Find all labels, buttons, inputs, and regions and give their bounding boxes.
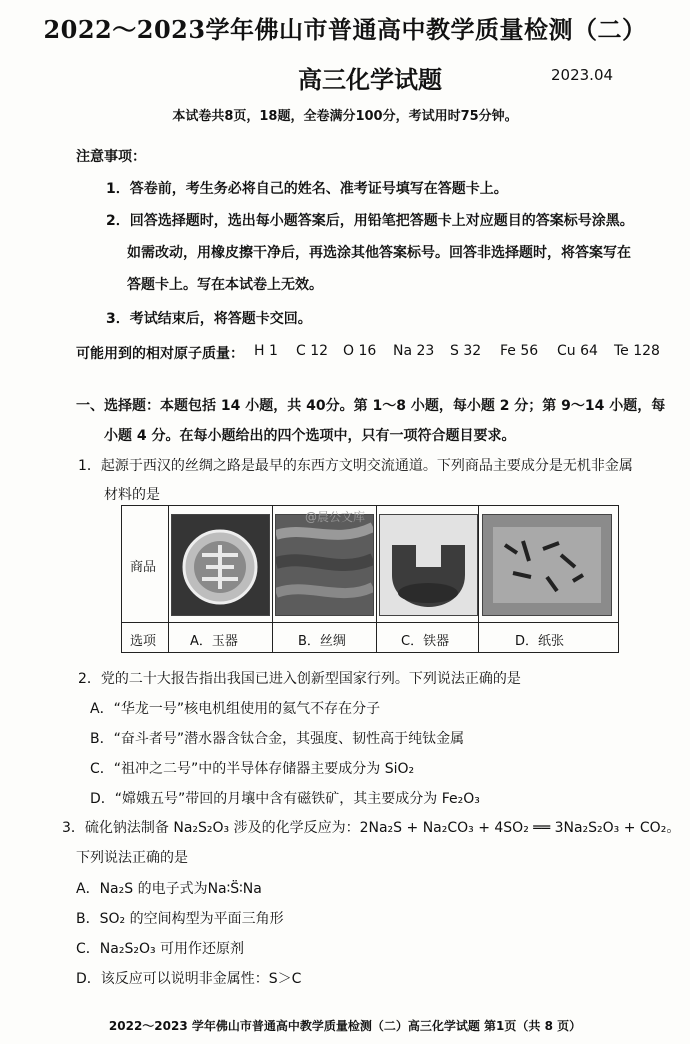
atomic-mass-s: S 32 (450, 343, 482, 359)
atomic-mass-fe: Fe 56 (500, 343, 539, 359)
question-2-stem: 2．党的二十大报告指出我国已进入创新型国家行列。下列说法正确的是 (78, 671, 521, 687)
silk-image (275, 514, 374, 616)
notice-item: 3．考试结束后，将答题卡交回。 (106, 311, 312, 327)
notice-item: 1．答卷前，考生务必将自己的姓名、准考证号填写在答题卡上。 (106, 181, 508, 197)
atomic-mass-na: Na 23 (393, 343, 435, 359)
section-instructions-cont: 小题 4 分。在每小题给出的四个选项中，只有一项符合题目要求。 (104, 428, 516, 444)
notice-item: 答题卡上。写在本试卷上无效。 (127, 277, 323, 293)
question-3-stem-cont: 下列说法正确的是 (76, 850, 188, 866)
atomic-mass-h: H 1 (254, 343, 278, 359)
q3-option-a: A．Na₂S 的电子式为Na∶S̈∶Na (76, 881, 262, 897)
row-label-goods: 商品 (130, 560, 157, 575)
option-c: C．铁器 (401, 634, 450, 649)
subject-title: 高三化学试题 (298, 65, 442, 94)
exam-title: 2022～2023学年佛山市普通高中教学质量检测（二） (43, 15, 647, 44)
option-d: D．纸张 (515, 634, 565, 649)
q2-option-b: B．“奋斗者号”潜水器含钛合金，其强度、韧性高于纯钛金属 (90, 731, 465, 747)
exam-info: 本试卷共8页，18题，全卷满分100分，考试用时75分钟。 (172, 109, 518, 124)
q2-option-c: C．“祖冲之二号”中的半导体存储器主要成分为 SiO₂ (90, 761, 415, 777)
jade-image (171, 514, 270, 616)
paper-image (482, 514, 612, 616)
row-label-options: 选项 (130, 634, 157, 649)
notice-item: 2．回答选择题时，选出每小题答案后，用铅笔把答题卡上对应题目的答案标号涂黑。 (106, 213, 634, 229)
option-b: B．丝绸 (298, 634, 346, 649)
watermark: @晨公文库 (305, 510, 366, 524)
atomic-mass-o: O 16 (343, 343, 377, 359)
q2-option-a: A．“华龙一号”核电机组使用的氦气不存在分子 (90, 701, 381, 717)
q2-option-d: D．“嫦娥五号”带回的月壤中含有磁铁矿，其主要成分为 Fe₂O₃ (90, 791, 480, 807)
goods-table (121, 505, 619, 653)
question-3-stem: 3．硫化钠法制备 Na₂S₂O₃ 涉及的化学反应为：2Na₂S + Na₂CO₃ + 4SO₂ ══ 3Na₂S₂O₃ + CO₂。 (62, 820, 681, 836)
section-instructions: 一、选择题：本题包括 14 小题，共 40分。第 1～8 小题，每小题 2 分；第 9～14 小题，每 (76, 398, 666, 414)
q3-option-c: C．Na₂S₂O₃ 可用作还原剂 (76, 941, 245, 957)
question-1-stem-cont: 材料的是 (104, 487, 160, 503)
ironware-image (379, 514, 478, 616)
atomic-mass-cu: Cu 64 (557, 343, 598, 359)
notice-heading: 注意事项： (76, 149, 146, 165)
exam-date: 2023.04 (551, 66, 614, 84)
notice-item: 如需改动，用橡皮擦干净后，再选涂其他答案标号。回答非选择题时，将答案写在 (127, 245, 631, 261)
option-a: A．玉器 (190, 634, 238, 649)
q3-option-d: D．该反应可以说明非金属性：S＞C (76, 971, 302, 987)
page-footer: 2022～2023 学年佛山市普通高中教学质量检测（二）高三化学试题 第1页（共 8 页） (108, 1019, 582, 1033)
q3-option-b: B．SO₂ 的空间构型为平面三角形 (76, 911, 284, 927)
atomic-mass-c: C 12 (296, 343, 329, 359)
atomic-mass-label: 可能用到的相对原子质量： (76, 346, 244, 362)
question-1-stem: 1．起源于西汉的丝绸之路是最早的东西方文明交流通道。下列商品主要成分是无机非金属 (78, 458, 633, 474)
atomic-mass-te: Te 128 (614, 343, 660, 359)
